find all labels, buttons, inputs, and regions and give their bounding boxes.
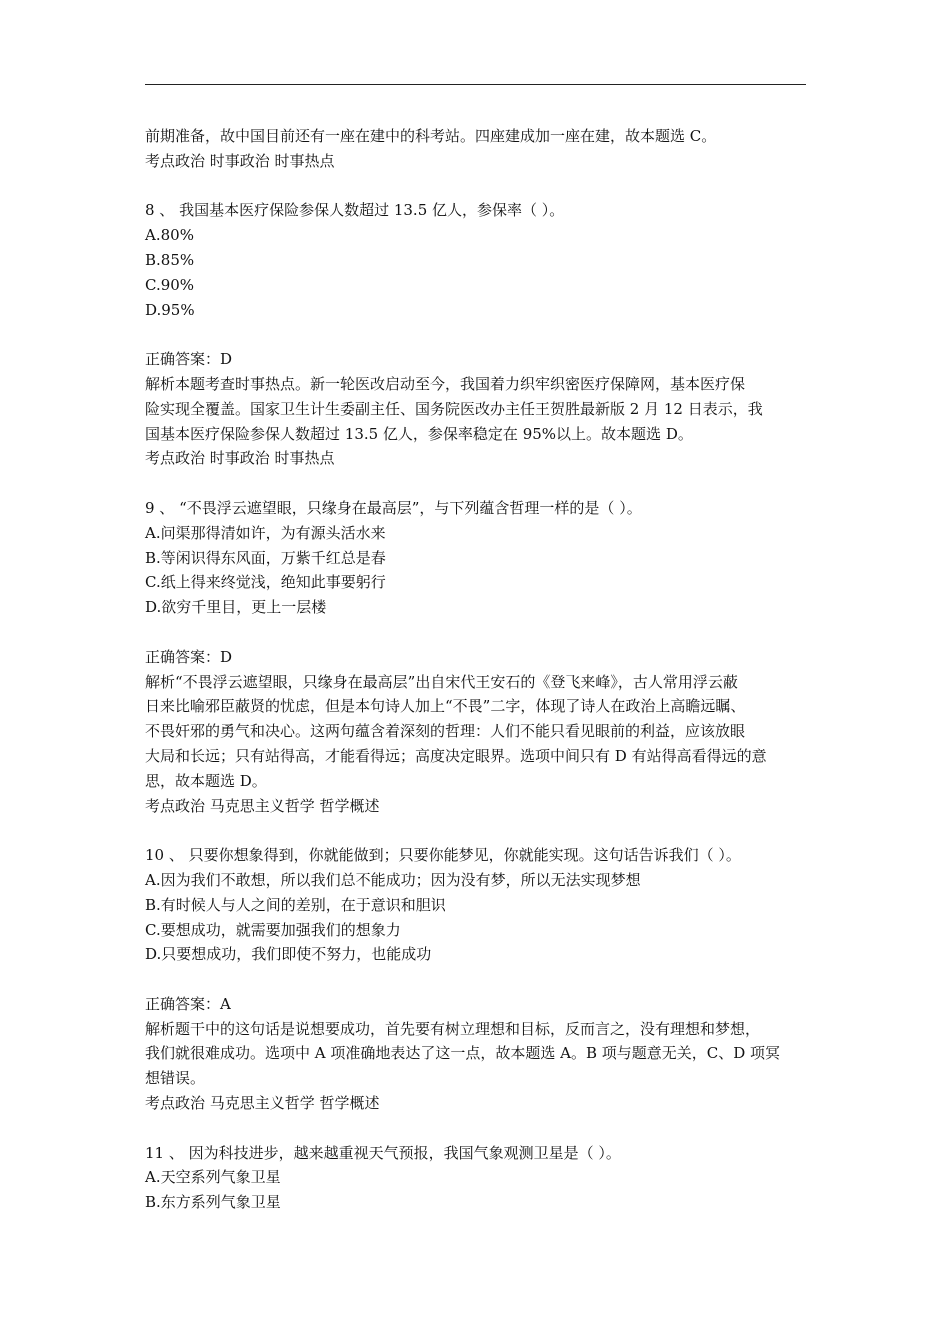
intro-tags: 考点政治 时事政治 时事热点 xyxy=(145,151,335,170)
option-b: B.有时候人与人之间的差别，在于意识和胆识 xyxy=(145,895,446,914)
analysis-line: 险实现全覆盖。国家卫生计生委副主任、国务院医改办主任王贺胜最新版 2 月 12 日表示，我 xyxy=(145,399,763,418)
question-tags: 考点政治 马克思主义哲学 哲学概述 xyxy=(145,796,380,815)
analysis-line: 不畏奸邪的勇气和决心。这两句蕴含着深刻的哲理：人们不能只看见眼前的利益，应该放眼 xyxy=(145,722,746,741)
question-block xyxy=(145,496,810,818)
question-block xyxy=(145,1141,810,1215)
option-a: A.天空系列气象卫星 xyxy=(145,1168,281,1187)
option-c: C.90% xyxy=(145,275,195,294)
intro-text: 前期准备，故中国目前还有一座在建中的科考站。四座建成加一座在建，故本题选 C。 xyxy=(145,127,717,145)
analysis-line: 解析“不畏浮云遮望眼，只缘身在最高层”出自宋代王安石的《登飞来峰》，古人常用浮云蔽 xyxy=(145,672,738,691)
header-rule xyxy=(145,84,806,85)
option-c: C.要想成功，就需要加强我们的想象力 xyxy=(145,920,401,939)
option-b: B.等闲识得东风面，万紫千红总是春 xyxy=(145,548,386,567)
analysis-line: 解析题干中的这句话是说想要成功，首先要有树立理想和目标，反而言之，没有理想和梦想， xyxy=(145,1019,761,1038)
option-a: A.因为我们不敢想，所以我们总不能成功；因为没有梦，所以无法实现梦想 xyxy=(145,870,641,889)
analysis-line: 解析本题考查时事热点。新一轮医改启动至今，我国着力织牢织密医疗保障网，基本医疗保 xyxy=(145,374,746,393)
question-block xyxy=(145,843,810,1116)
analysis-line: 大局和长远；只有站得高，才能看得远；高度决定眼界。选项中间只有 D 有站得高看得远的意 xyxy=(145,746,767,765)
question-stem: 8 、 我国基本医疗保险参保人数超过 13.5 亿人，参保率（ ）。 xyxy=(145,201,565,220)
question-stem: 11 、 因为科技进步，越来越重视天气预报，我国气象观测卫星是（ ）。 xyxy=(145,1143,621,1162)
option-d: D.只要想成功，我们即使不努力，也能成功 xyxy=(145,945,432,964)
question-stem: 9 、 “不畏浮云遮望眼，只缘身在最高层”，与下列蕴含哲理一样的是（ ）。 xyxy=(145,498,642,517)
option-b: B.85% xyxy=(145,250,195,269)
option-b: B.东方系列气象卫星 xyxy=(145,1193,281,1212)
question-tags: 考点政治 马克思主义哲学 哲学概述 xyxy=(145,1094,380,1113)
option-c: C.纸上得来终觉浅，绝知此事要躬行 xyxy=(145,573,386,592)
question-stem: 10 、 只要你想象得到，你就能做到；只要你能梦见，你就能实现。这句话告诉我们（ ）。 xyxy=(145,846,741,865)
document-body xyxy=(145,124,810,1215)
option-a: A.问渠那得清如许，为有源头活水来 xyxy=(145,523,386,542)
analysis-line: 日来比喻邪臣蔽贤的忧虑，但是本句诗人加上“不畏”二字，体现了诗人在政治上高瞻远瞩、 xyxy=(145,697,746,716)
answer: 正确答案：D xyxy=(145,350,233,369)
option-a: A.80% xyxy=(145,226,194,245)
answer: 正确答案：D xyxy=(145,647,233,666)
analysis-line: 国基本医疗保险参保人数超过 13.5 亿人，参保率稳定在 95%以上。故本题选 D。 xyxy=(145,424,693,443)
analysis-line: 想错误。 xyxy=(145,1069,206,1088)
question-block xyxy=(145,198,810,471)
option-d: D.欲穷千里目，更上一层楼 xyxy=(145,598,327,617)
analysis-line: 思，故本题选 D。 xyxy=(145,771,267,790)
question-tags: 考点政治 时事政治 时事热点 xyxy=(145,449,335,468)
option-d: D.95% xyxy=(145,300,195,319)
answer: 正确答案：A xyxy=(145,994,231,1013)
analysis-line: 我们就很难成功。选项中 A 项准确地表达了这一点，故本题选 A。B 项与题意无关，C、D 项冥 xyxy=(145,1044,781,1063)
